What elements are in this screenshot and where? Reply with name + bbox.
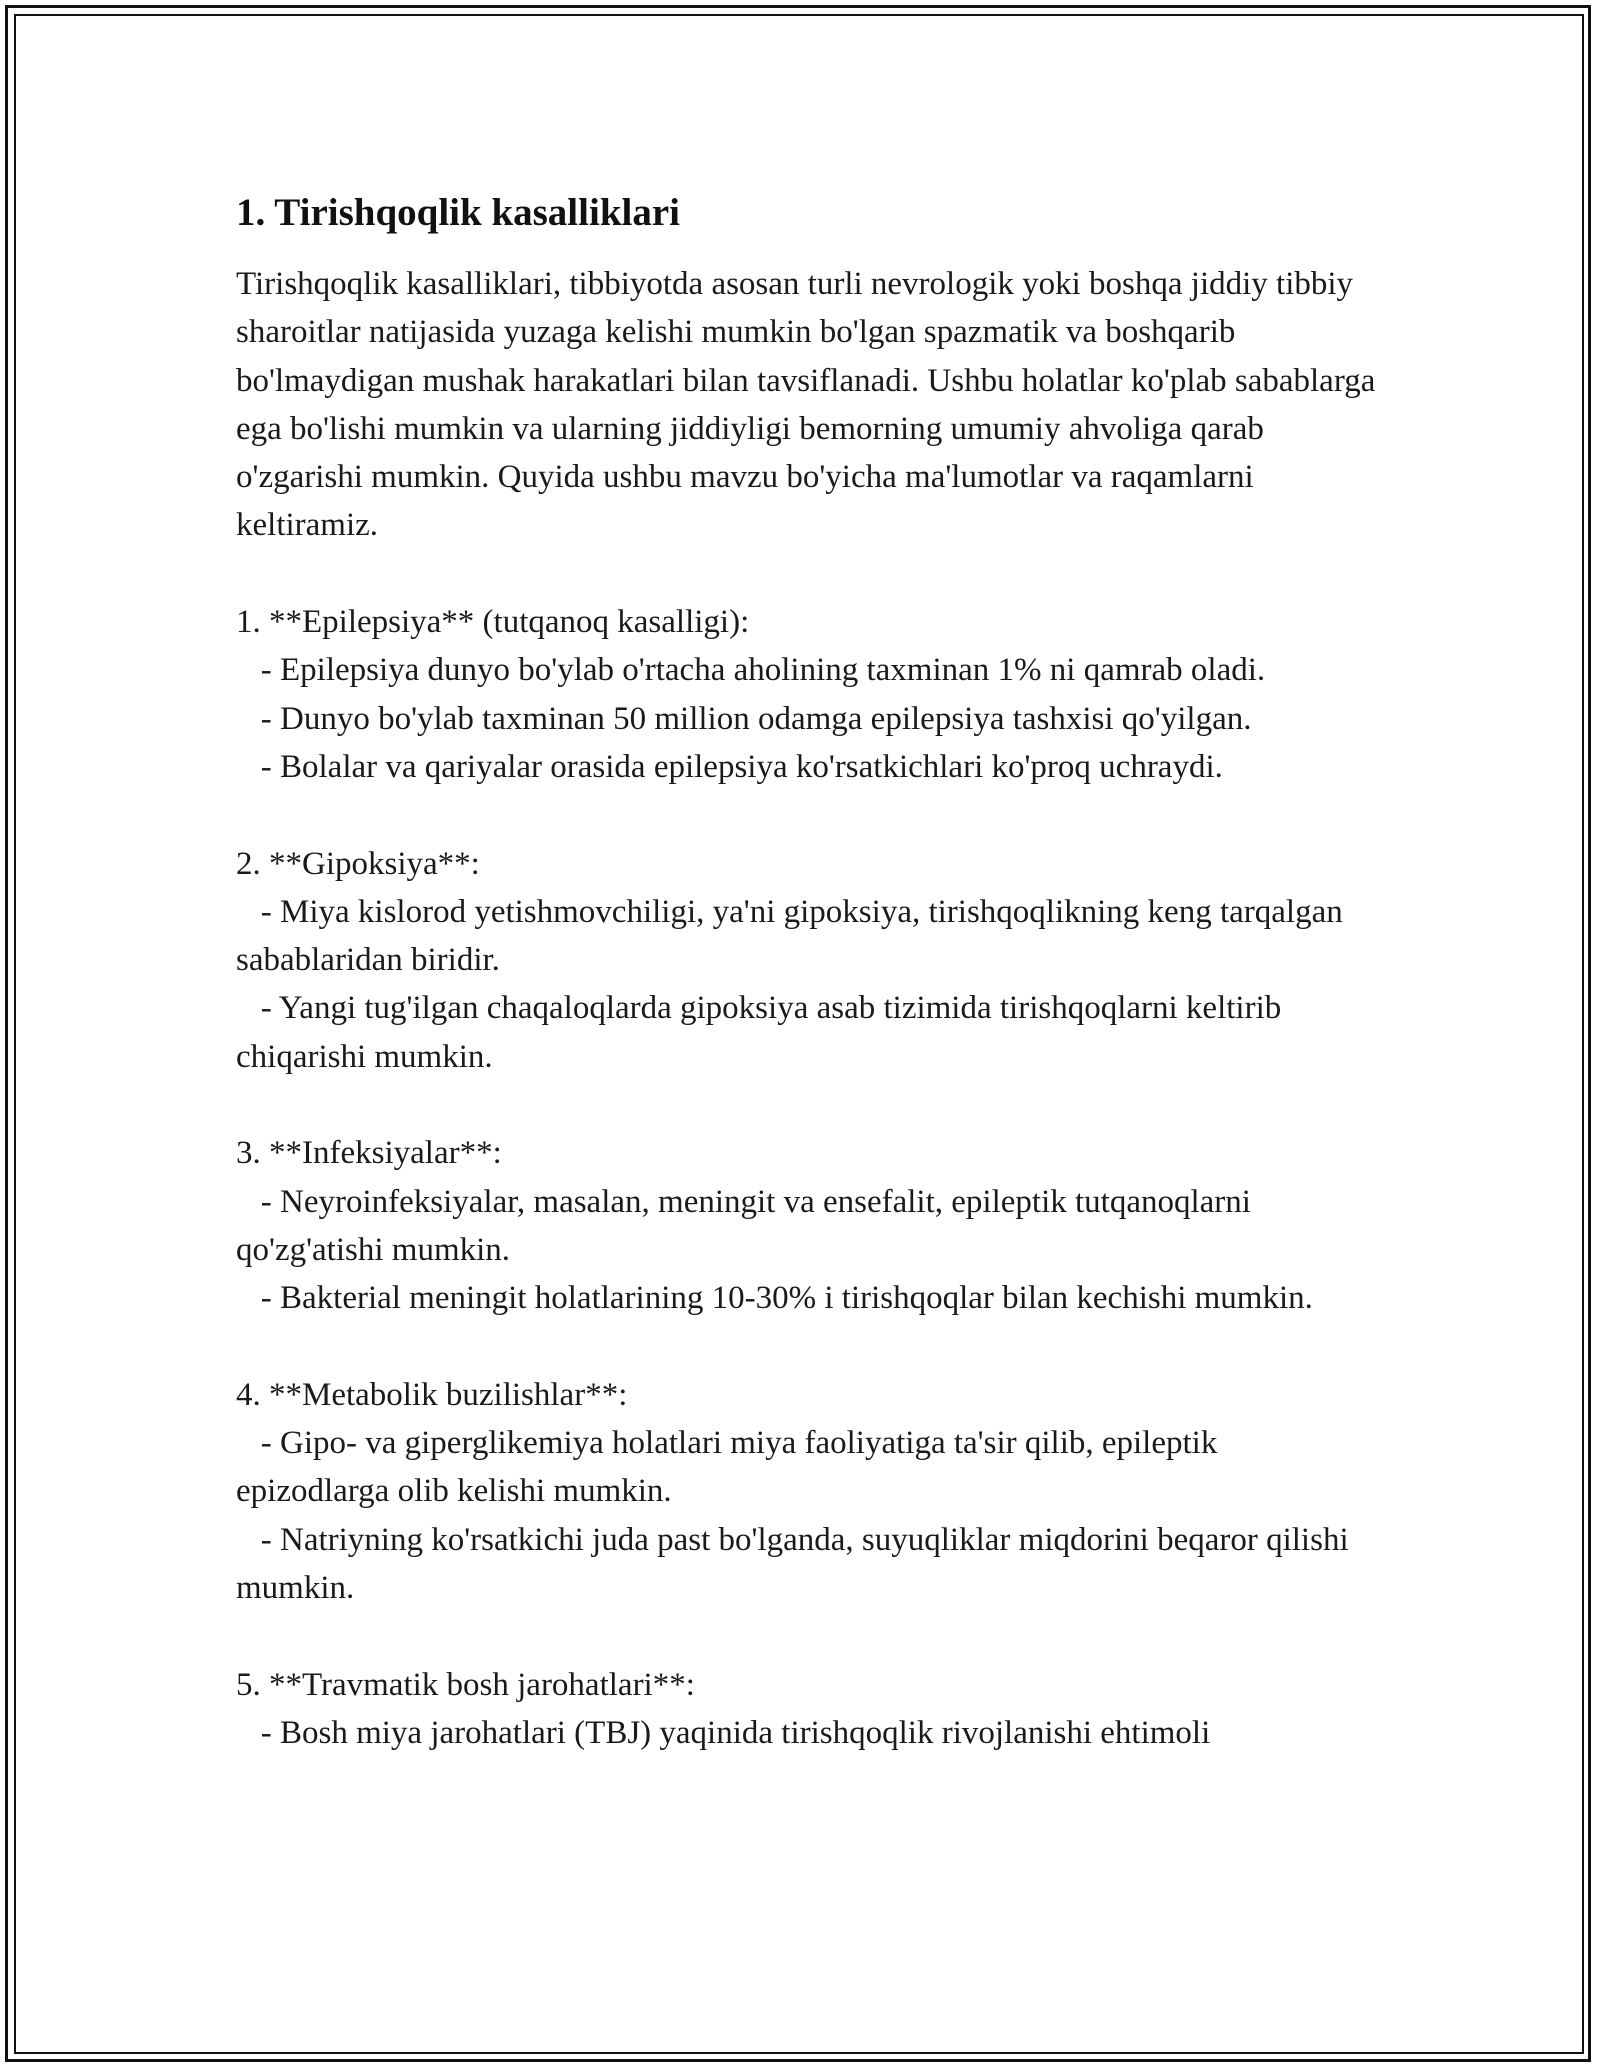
document-heading: 1. Tirishqoqlik kasalliklari	[236, 191, 680, 234]
document-body: Tirishqoqlik kasalliklari, tibbiyotda asosan turli nevrologik yoki boshqa jiddiy tibbiy sharoitlar natijasida yuzaga kelishi mumkin bo'lgan spazmatik va boshqarib bo'lmaydigan mushak harakatlari bilan tavsiflanadi. Ushbu holatlar ko'plab sabablarga ega bo'lishi mumkin va ularning jiddiyligi bemorning umumiy ahvoliga qarab o'zgarishi mumkin. Quyida ushbu mavzu bo'yicha ma'lumotlar va raqamlarni keltiramiz. 1. **Epilepsiya** (tutqanoq kasalligi): - Epilepsiya dunyo bo'ylab o'rtacha aholining taxminan 1% ni qamrab oladi. - Dunyo bo'ylab taxminan 50 million odamga epilepsiya tashxisi qo'yilgan. - Bolalar va qariyalar orasida epilepsiya ko'rsatkichlari ko'proq uchraydi. 2. **Gipoksiya**: - Miya kislorod yetishmovchiligi, ya'ni gipoksiya, tirishqoqlikning keng tarqalgan sabablaridan biridir. - Yangi tug'ilgan chaqaloqlarda gipoksiya asab tizimida tirishqoqlarni keltirib chiqarishi mumkin. 3. **Infeksiyalar**: - Neyroinfeksiyalar, masalan, meningit va ensefalit, epileptik tutqanoqlarni qo'zg'atishi mumkin. - Bakterial meningit holatlarining 10-30% i tirishqoqlar bilan kechishi mumkin. 4. **Metabolik buzilishlar**: - Gipo- va giperglikemiya holatlari miya faoliyatiga ta'sir qilib, epileptik epizodlarga olib kelishi mumkin. - Natriyning ko'rsatkichi juda past bo'lganda, suyuqliklar miqdorini beqaror qilishi mumkin. 5. **Travmatik bosh jarohatlari**: - Bosh miya jarohatlari (TBJ) yaqinida tirishqoqlik rivojlanishi ehtimoli	[236, 266, 1376, 1751]
document-content	[236, 188, 1376, 1757]
